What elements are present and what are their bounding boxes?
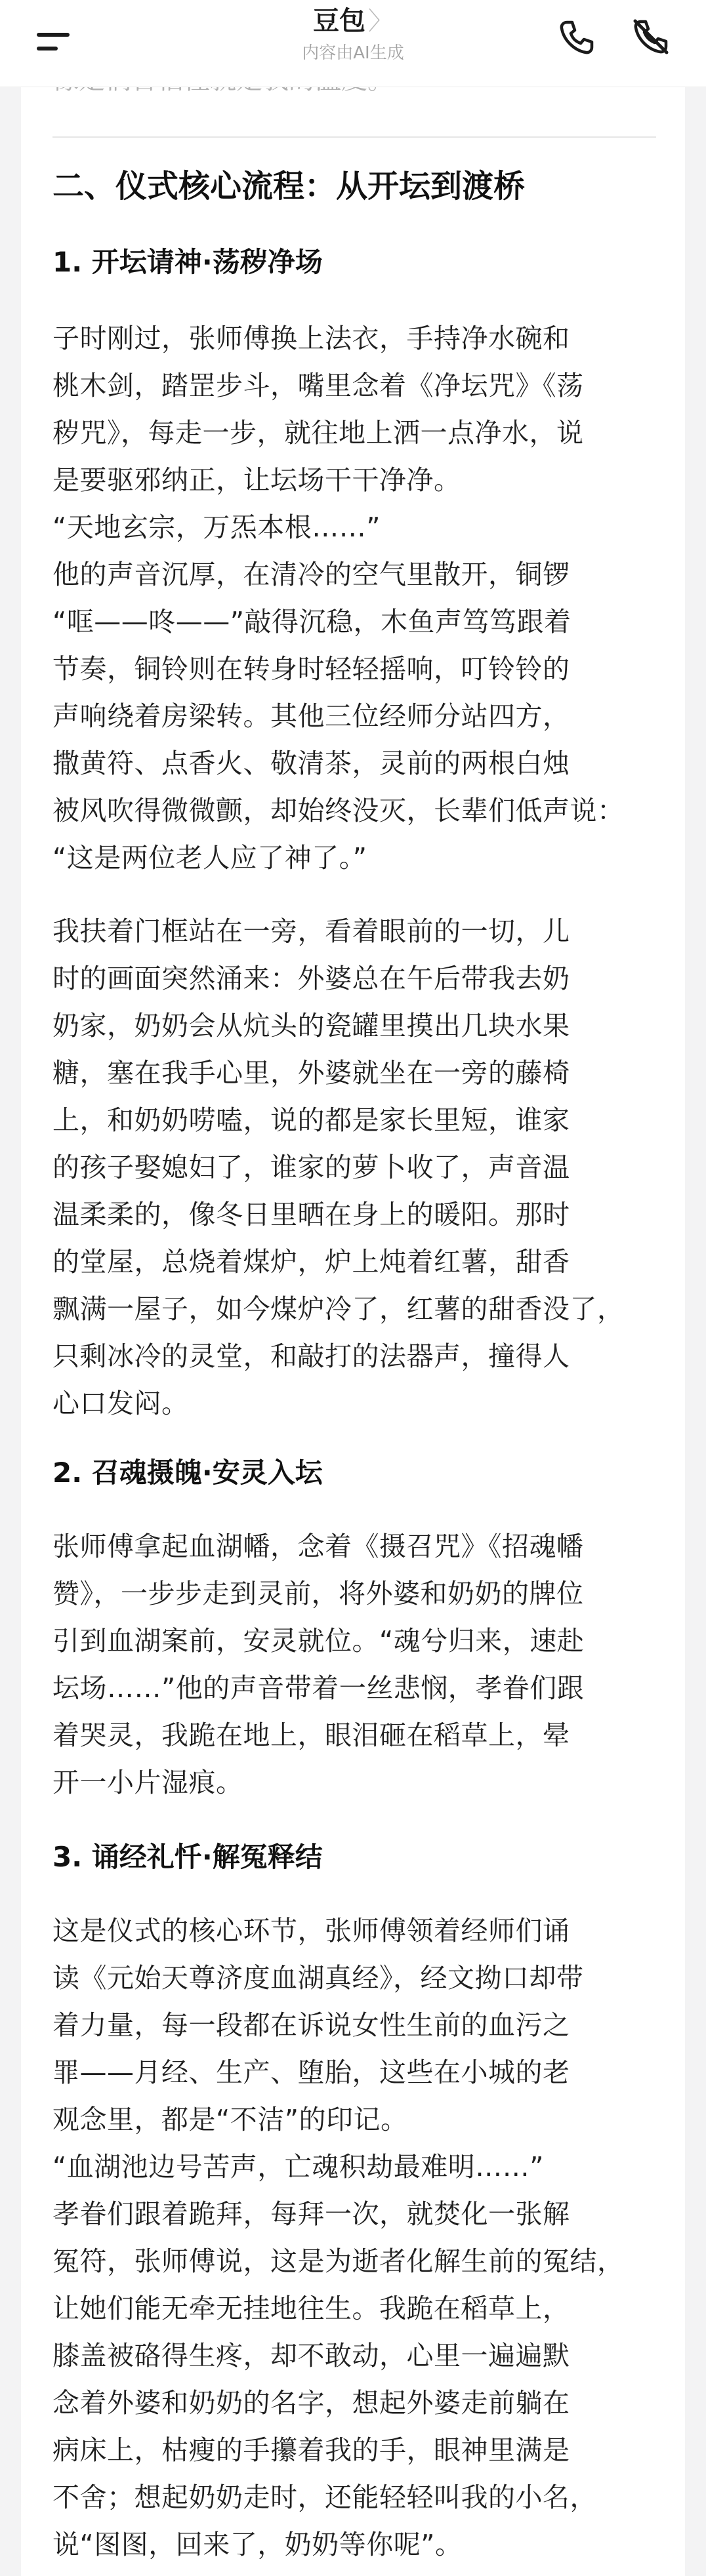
text-line: 不舍；想起奶奶走时，还能轻轻叫我的小名， — [52, 2482, 597, 2513]
text-line: 冤符，张师傅说，这是为逝者化解生前的冤结， — [52, 2245, 625, 2277]
text-line: 着哭灵，我跪在地上，眼泪砸在稻草上，晕 — [52, 1720, 570, 1751]
text-line: 秽咒》，每走一步，就往地上洒一点净水，说 — [52, 417, 584, 449]
text-line: 子时刚过，张师傅换上法衣，手持净水碗和 — [52, 323, 570, 354]
text-line: 孝眷们跟着跪拜，每拜一次，就焚化一张解 — [52, 2198, 570, 2230]
menu-icon[interactable] — [34, 22, 73, 62]
phone-call-icon[interactable] — [555, 17, 597, 59]
text-line: 被风吹得微微颤，却始终没灭，长辈们低声说： — [52, 795, 625, 826]
text-line: “哐——咚——”敲得沉稳，木鱼声笃笃跟着 — [52, 606, 571, 637]
text-line: 撒黄符、点香火、敬清茶，灵前的两根白烛 — [52, 748, 570, 779]
text-line: 读《元始天尊济度血湖真经》，经文拗口却带 — [52, 1962, 584, 1994]
text-line: 罪——月经、生产、堕胎，这些在小城的老 — [52, 2057, 570, 2088]
text-line: 糖，塞在我手心里，外婆就坐在一旁的藤椅 — [52, 1057, 570, 1089]
text-line: 病床上，枯瘦的手攥着我的手，眼神里满是 — [52, 2434, 570, 2466]
paragraph-childhood-memory — [52, 908, 669, 1427]
text-line: 引到血湖案前，安灵就位。“魂兮归来，速赴 — [52, 1625, 585, 1657]
text-line: 心口发闷。 — [52, 1388, 189, 1419]
app-title-text: 豆包 — [312, 6, 365, 36]
text-line: 温柔柔的，像冬日里晒在身上的暖阳。那时 — [52, 1199, 570, 1230]
text-line: 上，和奶奶唠嗑，说的都是家长里短，谁家 — [52, 1104, 570, 1136]
text-line: 只剩冰冷的灵堂，和敲打的法器声，撞得人 — [52, 1340, 570, 1372]
subsection-heading-3: 3. 诵经礼忏·解冤释结 — [52, 1841, 323, 1873]
text-line: 奶家，奶奶会从炕头的瓷罐里摸出几块水果 — [52, 1010, 570, 1041]
text-line: 赞》，一步步走到灵前，将外婆和奶奶的牌位 — [52, 1578, 584, 1609]
text-line: 坛场……”他的声音带着一丝悲悯，孝眷们跟 — [52, 1672, 585, 1704]
text-line: 桃木剑，踏罡步斗，嘴里念着《净坛咒》《荡 — [52, 370, 584, 401]
text-line: 说“图图，回来了，奶奶等你呢”。 — [52, 2529, 463, 2560]
text-line: 飘满一屋子，如今煤炉冷了，红薯的甜香没了， — [52, 1293, 625, 1325]
paragraph-scripture-chanting — [52, 1907, 669, 2568]
section-divider — [52, 136, 656, 138]
subsection-heading-2: 2. 召魂摄魄·安灵入坛 — [52, 1457, 323, 1489]
text-line: 让她们能无牵无挂地往生。我跪在稻草上， — [52, 2293, 570, 2324]
text-line: 是要驱邪纳正，让坛场干干净净。 — [52, 464, 461, 496]
chevron-right-icon: 〉 — [367, 7, 393, 35]
text-line: 观念里，都是“不洁”的印记。 — [52, 2104, 408, 2135]
text-line: 节奏，铜铃则在转身时轻轻摇响，叮铃铃的 — [52, 653, 570, 685]
text-line: 念着外婆和奶奶的名字，想起外婆走前躺在 — [52, 2387, 570, 2419]
text-line: 声响绕着房梁转。其他三位经师分站四方， — [52, 700, 570, 732]
subsection-heading-1: 1. 开坛请神·荡秽净场 — [52, 246, 323, 278]
text-line: 的堂屋，总烧着煤炉，炉上炖着红薯，甜香 — [52, 1246, 570, 1278]
section-title: 二、仪式核心流程：从开坛到渡桥 — [52, 168, 526, 205]
text-line: 我扶着门框站在一旁，看着眼前的一切，儿 — [52, 916, 570, 947]
text-line: 这是仪式的核心环节，张师傅领着经师们诵 — [52, 1915, 570, 1946]
text-line: “这是两位老人应了神了。” — [52, 842, 367, 874]
text-line: 的孩子娶媳妇了，谁家的萝卜收了，声音温 — [52, 1152, 570, 1183]
text-line: 着力量，每一段都在诉说女性生前的血污之 — [52, 2009, 570, 2041]
ai-generated-notice: 内容由AI生成 — [302, 43, 404, 63]
text-line: 开一小片湿痕。 — [52, 1767, 243, 1798]
conversation-title[interactable] — [222, 4, 484, 64]
text-line: 时的画面突然涌来：外婆总在午后带我去奶 — [52, 963, 570, 994]
top-app-bar — [0, 0, 706, 87]
text-line: 膝盖被硌得生疼，却不敢动，心里一遍遍默 — [52, 2340, 570, 2371]
text-line: 张师傅拿起血湖幡，念着《摄召咒》《招魂幡 — [52, 1531, 584, 1562]
paragraph-soul-calling — [52, 1523, 669, 1806]
text-line: “血湖池边号苦声，亡魂积劫最难明……” — [52, 2151, 544, 2183]
text-line: 他的声音沉厚，在清冷的空气里散开，铜锣 — [52, 559, 570, 590]
paragraph-ritual-opening — [52, 315, 669, 881]
text-line: “天地玄宗，万炁本根……” — [52, 512, 381, 543]
mute-speaker-icon[interactable] — [630, 16, 672, 58]
